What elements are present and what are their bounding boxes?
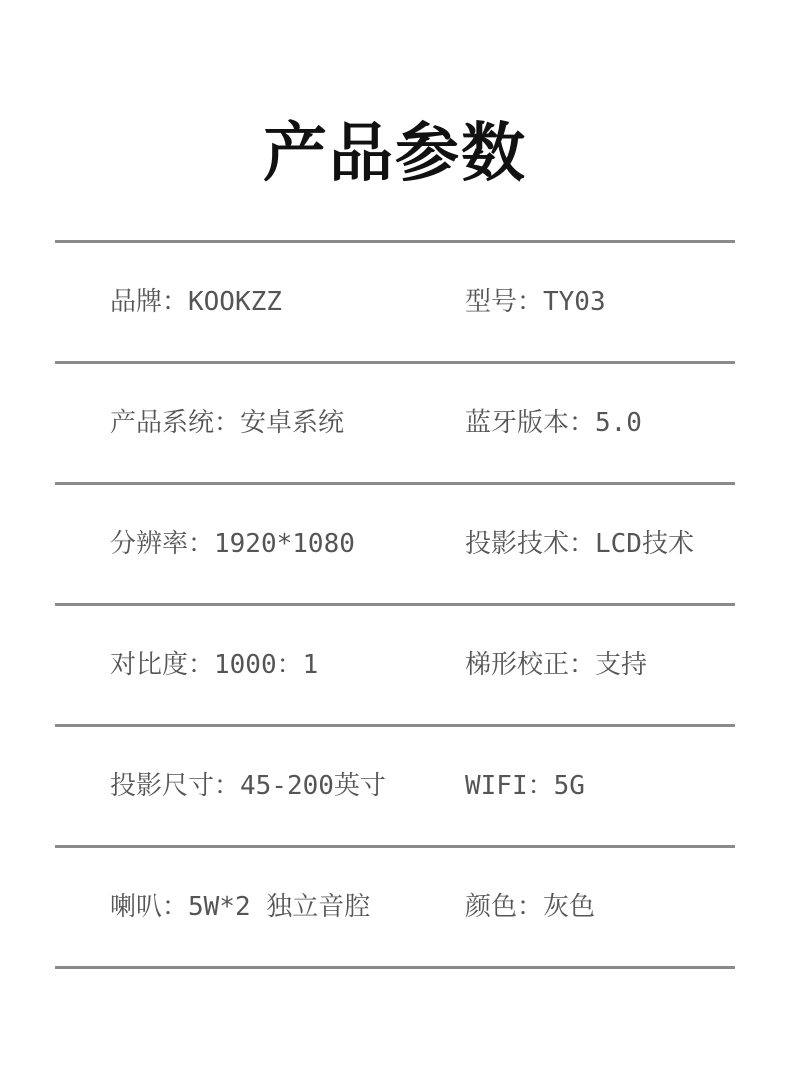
spec-row-resolution-tech <box>55 485 735 603</box>
spec-row-contrast-keystone <box>55 606 735 724</box>
spec-projection-tech: 投影技术：LCD技术 <box>465 529 694 559</box>
spec-brand: 品牌：KOOKZZ <box>110 287 282 317</box>
spec-row-speaker-color <box>55 848 735 966</box>
spec-resolution: 分辨率：1920*1080 <box>110 529 355 559</box>
spec-row-system-bluetooth <box>55 364 735 482</box>
spec-wifi: WIFI：5G <box>465 771 585 801</box>
spec-keystone: 梯形校正：支持 <box>465 650 648 680</box>
spec-row-brand-model <box>55 243 735 361</box>
spec-table <box>55 240 735 969</box>
spec-projection-size: 投影尺寸：45-200英寸 <box>110 771 386 801</box>
spec-system: 产品系统：安卓系统 <box>110 408 345 438</box>
divider <box>55 966 735 969</box>
spec-row-size-wifi <box>55 727 735 845</box>
page-title: 产品参数 <box>263 116 527 191</box>
spec-bluetooth: 蓝牙版本：5.0 <box>465 408 642 438</box>
spec-speaker: 喇叭：5W*2 独立音腔 <box>110 892 371 922</box>
spec-model: 型号：TY03 <box>465 287 606 317</box>
spec-contrast: 对比度：1000：1 <box>110 650 319 680</box>
spec-color: 颜色：灰色 <box>465 892 596 922</box>
